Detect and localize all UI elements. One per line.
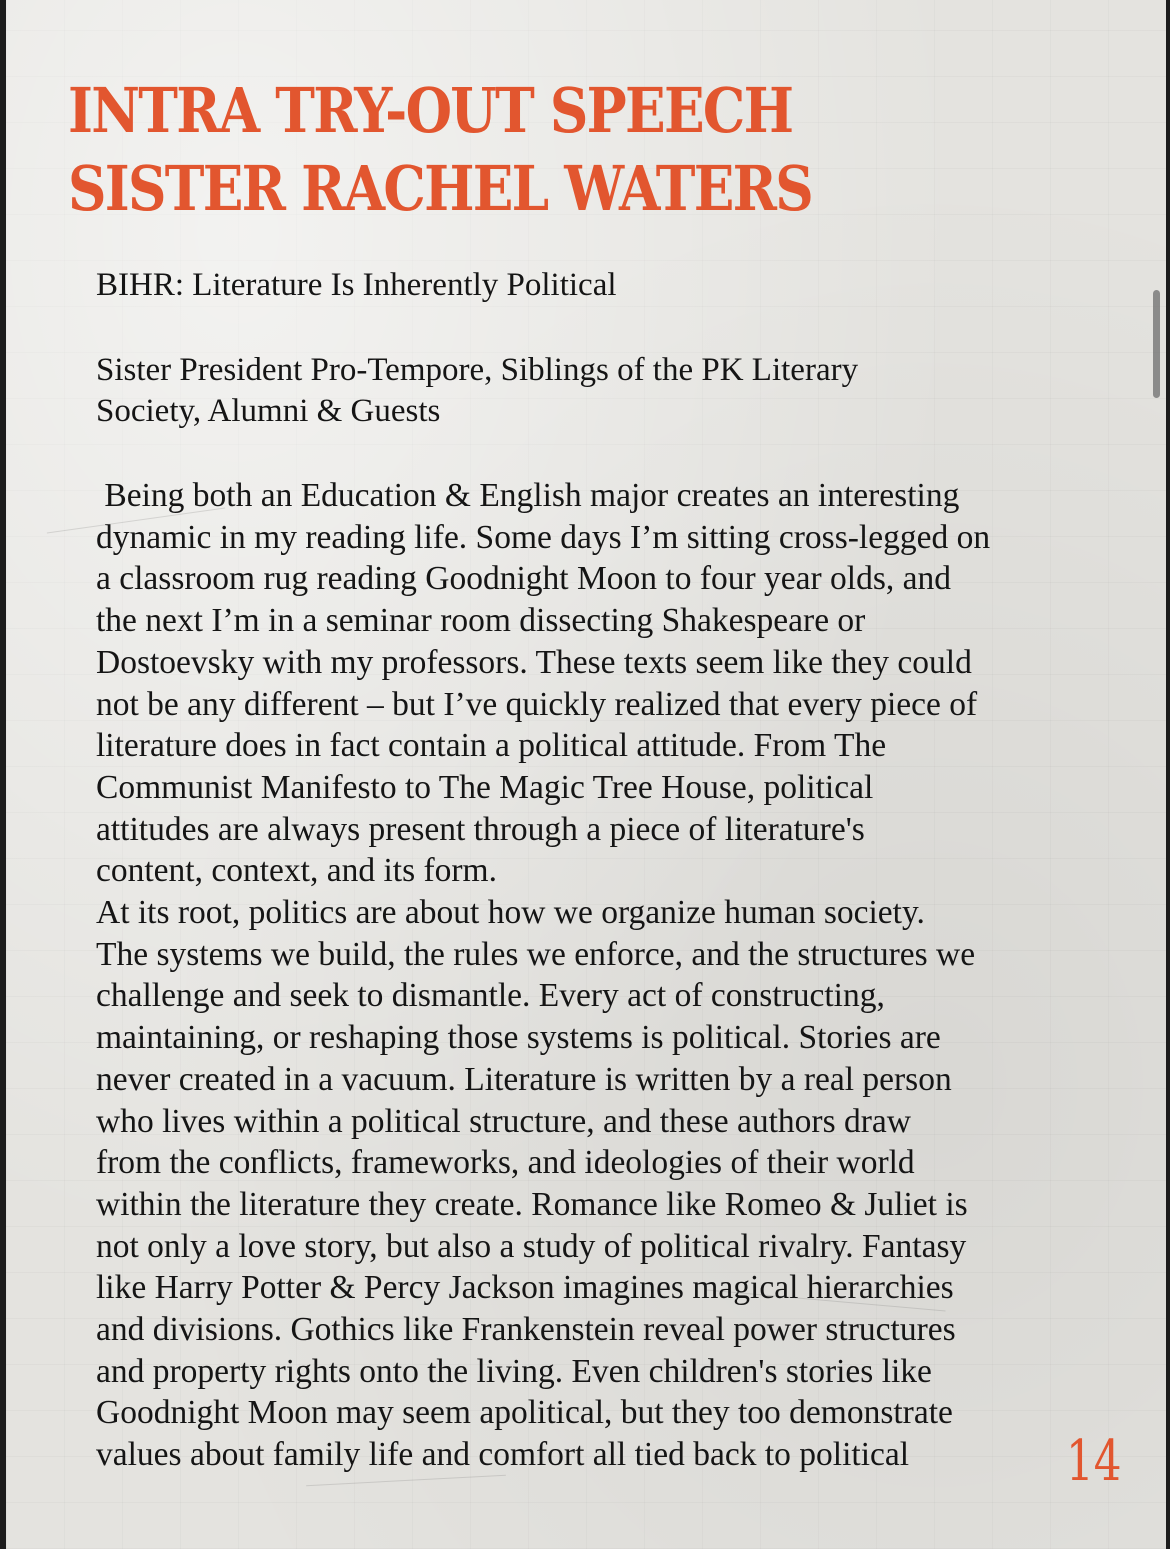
title-line-2: SISTER RACHEL WATERS (68, 152, 813, 225)
body-line: challenge and seek to dismantle. Every act of constructing, (96, 977, 885, 1015)
salutation (96, 350, 1056, 432)
body-line: and property rights onto the living. Even children's stories like (96, 1352, 932, 1390)
body-line: Dostoevsky with my professors. These texts seem like they could (96, 643, 972, 681)
page-number: 14 (1066, 1429, 1122, 1494)
body-line: the next I’m in a seminar room dissecting Shakespeare or (96, 602, 866, 640)
body-line: not only a love story, but also a study of political rivalry. Fantasy (96, 1227, 967, 1265)
body-line: The systems we build, the rules we enforce, and the structures we (96, 935, 976, 973)
body-line: never created in a vacuum. Literature is written by a real person (96, 1060, 952, 1098)
salutation-line-1: Sister President Pro-Tempore, Siblings of the PK Literary (96, 352, 859, 388)
body-line: from the conflicts, frameworks, and ideologies of their world (96, 1144, 915, 1182)
body-line: and divisions. Gothics like Frankenstein reveal power structures (96, 1311, 956, 1349)
body-line: not be any different – but I’ve quickly realized that every piece of (96, 685, 978, 723)
document-page (6, 0, 1166, 1549)
body-line: dynamic in my reading life. Some days I’m sitting cross-legged on (96, 518, 991, 556)
body-line: values about family life and comfort all tied back to political (96, 1436, 910, 1474)
title-line-1: INTRA TRY-OUT SPEECH (68, 74, 793, 147)
body-line: attitudes are always present through a piece of literature's (96, 810, 865, 848)
body-line: literature does in fact contain a political attitude. From The (96, 727, 887, 765)
body-line: Communist Manifesto to The Magic Tree House, political (96, 768, 874, 806)
body-line: like Harry Potter & Percy Jackson imagines magical hierarchies (96, 1269, 954, 1307)
body-line: Goodnight Moon may seem apolitical, but they too demonstrate (96, 1394, 953, 1432)
body-line: At its root, politics are about how we organize human society. (96, 894, 925, 932)
salutation-line-2: Society, Alumni & Guests (96, 393, 441, 429)
body-line: who lives within a political structure, and these authors draw (96, 1102, 911, 1140)
page-title (68, 72, 812, 228)
paper-texture-line (306, 1475, 506, 1486)
body-line: a classroom rug reading Goodnight Moon to four year olds, and (96, 560, 952, 598)
body-line: content, context, and its form. (96, 852, 497, 890)
body-line: maintaining, or reshaping those systems is political. Stories are (96, 1019, 941, 1057)
speech-body (96, 475, 1096, 1476)
body-line: within the literature they create. Romance like Romeo & Juliet is (96, 1185, 968, 1223)
speech-subtitle: BIHR: Literature Is Inherently Political (96, 267, 617, 303)
scrollbar-thumb[interactable] (1153, 290, 1160, 398)
body-line: Being both an Education & English major creates an interesting (96, 477, 960, 514)
